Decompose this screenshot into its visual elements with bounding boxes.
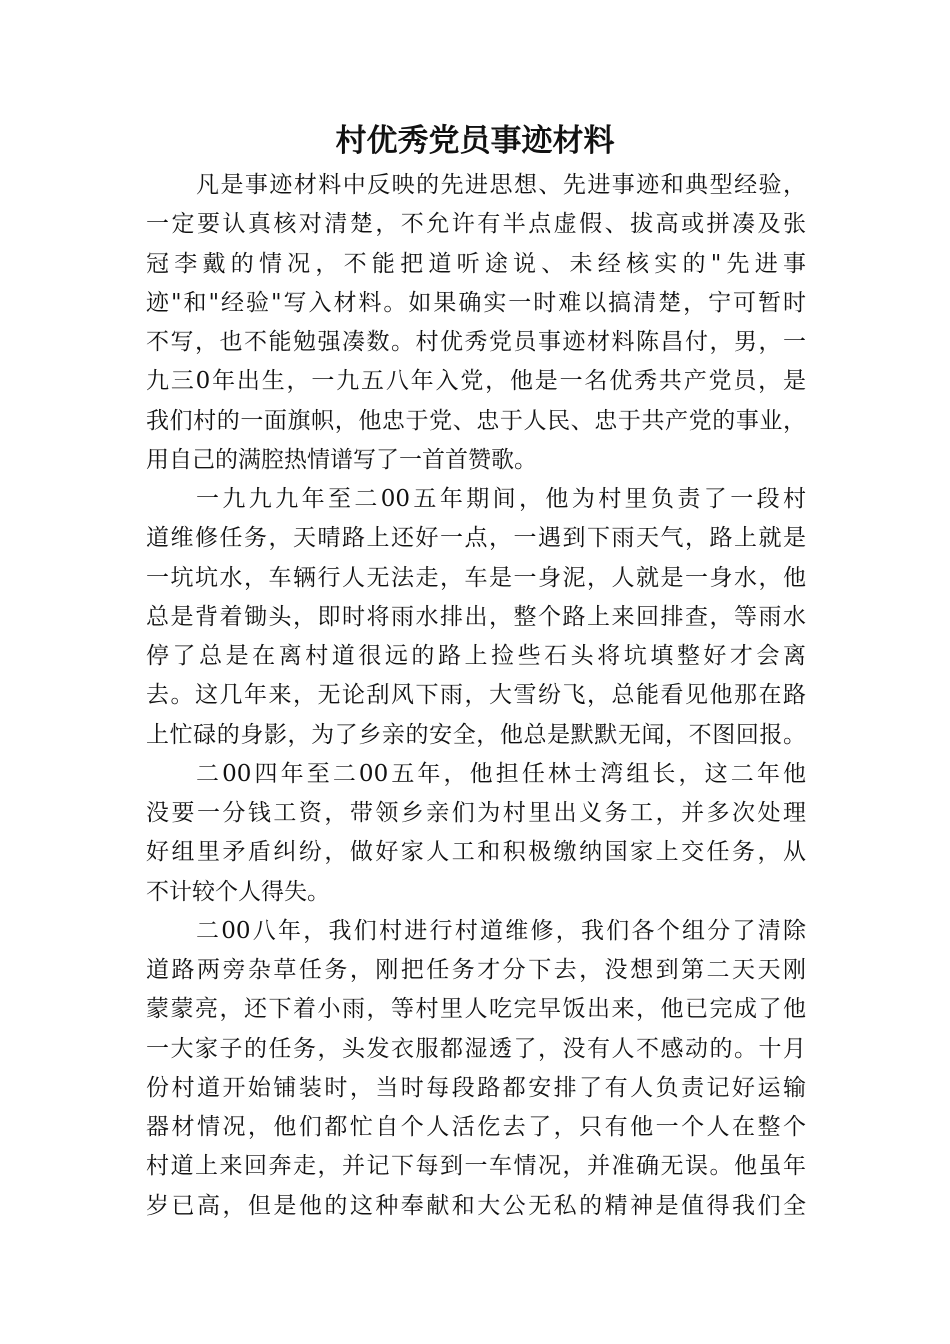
body-line: 一九九九年至二00五年期间，他为村里负责了一段村: [196, 486, 806, 512]
body-line: 上忙碌的身影，为了乡亲的安全，他总是默默无闻，不图回报。: [146, 721, 806, 748]
body-line: 迹"和"经验"写入材料。如果确实一时难以搞清楚，宁可暂时: [146, 289, 806, 316]
body-line: 道路两旁杂草任务，刚把任务才分下去，没想到第二天天刚: [146, 957, 806, 983]
document-title: 村优秀党员事迹材料: [335, 123, 615, 159]
body-line: 停了总是在离村道很远的路上捡些石头将坑填整好才会离: [146, 643, 806, 669]
body-line: 用自己的满腔热情谱写了一首首赞歌。: [146, 446, 537, 473]
body-line: 一大家子的任务，头发衣服都湿透了，没有人不感动的。十月: [146, 1035, 806, 1062]
body-line: 份村道开始铺装时，当时每段路都安排了有人负责记好运输: [146, 1074, 806, 1101]
body-line: 岁已高，但是他的这种奉献和大公无私的精神是值得我们全: [146, 1192, 806, 1219]
body-line: 道维修任务，天晴路上还好一点，一遇到下雨天气，路上就是: [146, 525, 806, 552]
body-line: 二00四年至二00五年，他担任林士湾组长，这二年他: [196, 760, 806, 787]
body-line: 不写，也不能勉强凑数。村优秀党员事迹材料陈昌付，男，一: [146, 329, 806, 355]
body-line: 总是背着锄头，即时将雨水排出，整个路上来回排查，等雨水: [146, 603, 806, 630]
body-line: 蒙蒙亮，还下着小雨，等村里人吃完早饭出来，他已完成了他: [146, 996, 806, 1023]
body-line: 不计较个人得失。: [146, 878, 330, 905]
body-line: 没要一分钱工资，带领乡亲们为村里出义务工，并多次处理: [146, 800, 806, 826]
body-line: 九三0年出生，一九五八年入党，他是一名优秀共产党员，是: [146, 368, 806, 395]
body-line: 我们村的一面旗帜，他忠于党、忠于人民、忠于共产党的事业，: [146, 407, 806, 434]
body-line: 好组里矛盾纠纷，做好家人工和积极缴纳国家上交任务，从: [146, 839, 806, 866]
body-line: 冠李戴的情况，不能把道听途说、未经核实的"先进事: [146, 250, 806, 277]
body-line: 去。这几年来，无论刮风下雨，大雪纷飞，总能看见他那在路: [146, 682, 806, 709]
body-line: 一定要认真核对清楚，不允许有半点虚假、拔高或拼凑及张: [146, 211, 806, 238]
body-line: 一坑坑水，车辆行人无法走，车是一身泥，人就是一身水，他: [146, 564, 806, 591]
body-line: 村道上来回奔走，并记下每到一车情况，并准确无误。他虽年: [146, 1153, 806, 1180]
body-line: 凡是事迹材料中反映的先进思想、先进事迹和典型经验，: [196, 172, 806, 198]
body-line: 器材情况，他们都忙自个人活仡去了，只有他一个人在整个: [146, 1114, 806, 1140]
document-body: [146, 166, 806, 1226]
body-line: 二00八年，我们村进行村道维修，我们各个组分了清除: [196, 917, 806, 944]
